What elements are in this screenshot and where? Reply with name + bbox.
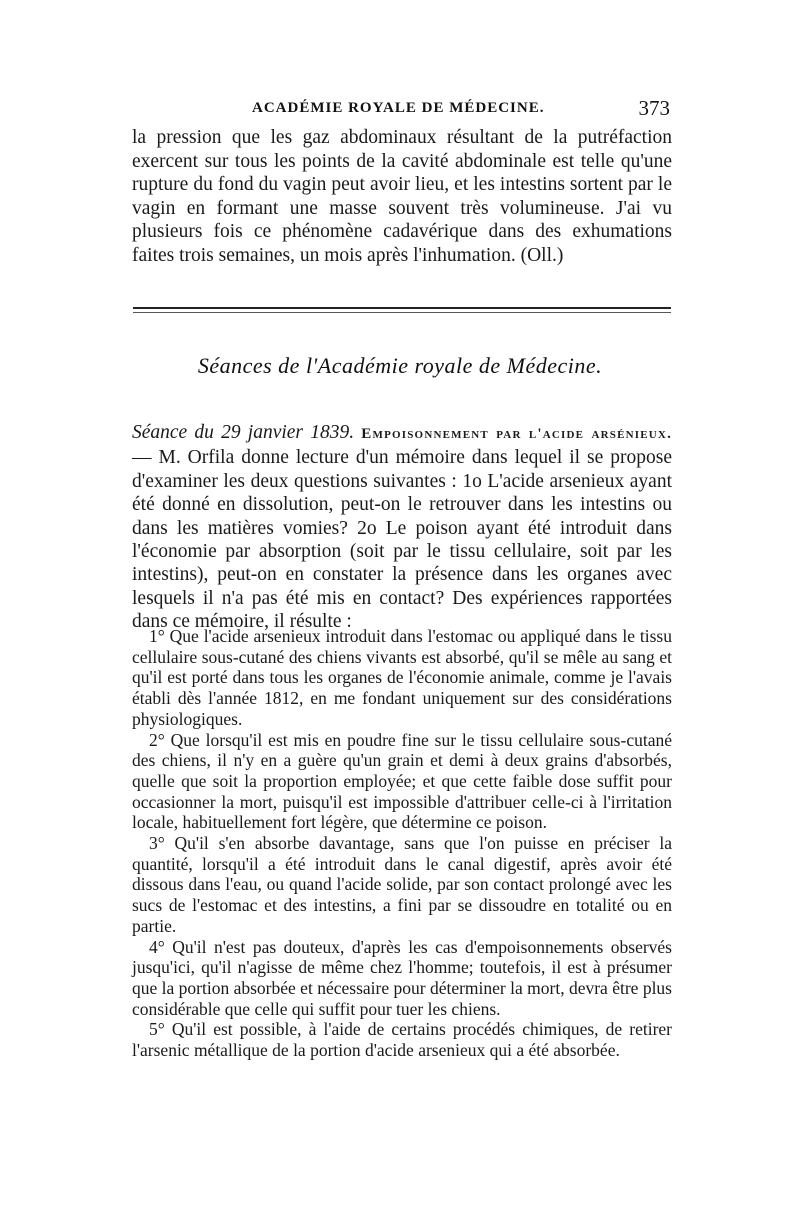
section-divider — [133, 307, 671, 313]
carryover-paragraph: la pression que les gaz abdominaux résultant de la putréfaction exercent sur tous les points de la cavité abdominale est telle qu'une rupture du fond du vagin peut avoir lieu, et les intestins sortent par le vagin en formant une masse souvent très volumineuse. J'ai vu plusieurs fois ce phénomène cadavérique dans des exhumations faites trois semaines, un mois après l'inhumation. (Oll.) — [132, 127, 672, 266]
divider-thick-rule — [133, 307, 671, 309]
finding-item: 4° Qu'il n'est pas douteux, d'après les cas d'empoisonnements observés jusqu'ici, qu'il n'agisse de même chez l'homme; toutefois, il est à présumer que la portion absorbée et nécessaire pour déterminer la mort, devra être plus considérable que celle qui suffit pour tuer les chiens. — [132, 936, 672, 1019]
findings-list — [132, 626, 672, 1061]
seance-paragraph — [132, 421, 672, 634]
carryover-paragraph-block — [132, 126, 672, 267]
divider-thin-rule — [133, 312, 671, 313]
seance-subject: Empoisonnement par l'acide arsénieux. — [361, 426, 673, 442]
finding-item: 1° Que l'acide arsenieux introduit dans l'estomac ou appliqué dans le tissu cellulaire sous-cutané des chiens vivants est absorbé, qu'il se mêle au sang et qu'il est porté dans tous les organes de l'économie animale, comme je l'avais établi dès l'année 1812, en me fondant uniquement sur des considérations physiologiques. — [132, 626, 672, 729]
section-title: Séances de l'Académie royale de Médecine. — [197, 353, 603, 378]
running-head-title: ACADÉMIE ROYALE DE MÉDECINE. — [252, 100, 545, 116]
seance-text: — M. Orfila donne lecture d'un mémoire dans lequel il se propose d'examiner les deux questions suivantes : 1o L'acide arsenieux ayant été donné en dissolution, peut-on le retrouver dans les intestins ou dans les matières vomies? 2o Le poison ayant été introduit dans l'économie par absorption (soit par le tissu cellulaire, soit par les intestins), peut-on en constater la présence dans les organes avec lesquels il n'a pas été mis en contact? Des expériences rapportées dans ce mémoire, il résulte : — [132, 447, 672, 633]
finding-item: 2° Que lorsqu'il est mis en poudre fine sur le tissu cellulaire sous-cutané des chiens, il n'y en a guère qu'un grain et demi à deux grains d'absorbés, quelle que soit la proportion employée; et que cette faible dose suffit pour occasionner la mort, puisqu'il est impossible d'attribuer celle-ci à l'irritation locale, habituellement fort légère, que détermine ce poison. — [132, 729, 672, 833]
seance-paragraph-block — [132, 421, 672, 634]
seance-date: Séance du 29 janvier 1839. — [132, 422, 355, 443]
running-head — [132, 96, 670, 124]
finding-item: 3° Qu'il s'en absorbe davantage, sans que l'on puisse en préciser la quantité, lorsqu'il a été introduit dans le canal digestif, après avoir été dissous dans l'eau, ou quand l'acide solide, par son contact prolongé avec les sucs de l'estomac et des intestins, a fini par se dissoudre en totalité ou en partie. — [132, 833, 672, 936]
page-number: 373 — [638, 96, 670, 120]
finding-item: 5° Qu'il est possible, à l'aide de certains procédés chimiques, de retirer l'arsenic métallique de la portion d'acide arsenieux qui a été absorbée. — [132, 1019, 672, 1061]
